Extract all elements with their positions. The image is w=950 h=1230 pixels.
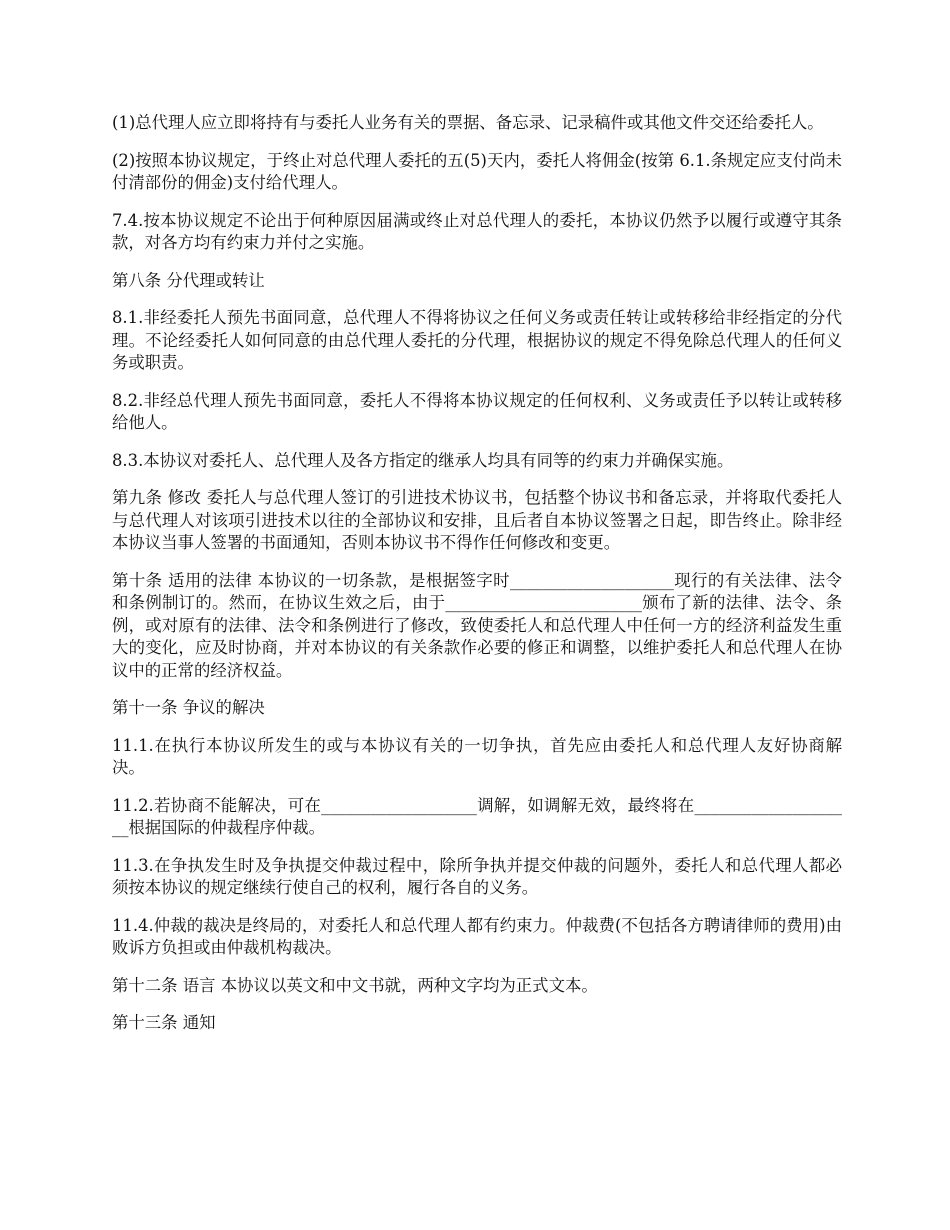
paragraph-11-3: 11.3.在争执发生时及争执提交仲裁过程中，除所争执并提交仲裁的问题外，委托人和总代理人都必须按本协议的规定继续行使自己的权利，履行各自的义务。 xyxy=(112,855,842,897)
paragraph-article-9: 第九条 修改 委托人与总代理人签订的引进技术协议书，包括整个协议书和备忘录，并将取代委托人与总代理人对该项引进技术以往的全部协议和安排，且后者自本协议签署之日起，即告终止。除非经本协议当事人签署的书面通知，否则本协议书不得作任何修改和变更。 xyxy=(112,488,842,552)
paragraph-8-1: 8.1.非经委托人预先书面同意，总代理人不得将协议之任何义务或责任转让或转移给非经指定的分代理。不论经委托人如何同意的由总代理人委托的分代理，根据协议的规定不得免除总代理人的任何义务或职责。 xyxy=(112,308,842,372)
heading-article-8: 第八条 分代理或转让 xyxy=(112,270,265,290)
paragraph-11-4: 11.4.仲裁的裁决是终局的，对委托人和总代理人都有约束力。仲裁费(不包括各方聘请律师的费用)由败诉方负担或由仲裁机构裁决。 xyxy=(112,915,842,957)
paragraph-8-3: 8.3.本协议对委托人、总代理人及各方指定的继承人均具有同等的约束力并确保实施。 xyxy=(112,450,734,470)
paragraph-article-12: 第十二条 语言 本协议以英文和中文书就，两种文字均为正式文本。 xyxy=(112,975,598,995)
heading-article-13: 第十三条 通知 xyxy=(112,1013,216,1032)
paragraph-11-2: 11.2.若协商不能解决，可在___________________调解，如调解无效，最终将在____________________根据国际的仲裁程序仲裁。 xyxy=(112,795,842,837)
paragraph-7-4: 7.4.按本协议规定不论出于何种原因届满或终止对总代理人的委托，本协议仍然予以履行或遵守其条款，对各方均有约束力并付之实施。 xyxy=(112,210,842,252)
paragraph-commission-payment: (2)按照本协议规定，于终止对总代理人委托的五(5)天内，委托人将佣金(按第 6.1.条规定应支付尚未付清部份的佣金)支付给代理人。 xyxy=(112,150,842,192)
paragraph-return-documents: (1)总代理人应立即将持有与委托人业务有关的票据、备忘录、记录稿件或其他文件交还给委托人。 xyxy=(112,113,824,132)
paragraph-11-1: 11.1.在执行本协议所发生的或与本协议有关的一切争执，首先应由委托人和总代理人友好协商解决。 xyxy=(112,735,842,777)
paragraph-8-2: 8.2.非经总代理人预先书面同意，委托人不得将本协议规定的任何权利、义务或责任予以转让或转移给他人。 xyxy=(112,390,842,432)
document-page xyxy=(112,112,842,1050)
paragraph-article-10: 第十条 适用的法律 本协议的一切条款，是根据签字时____________________现行的有关法律、法令和条例制订的。然而，在协议生效之后，由于________________________颁布了新的法律、法令、条例，或对原有的法律、法令和条例进行了修改，致使委托人和总代理人中任何一方的经济利益发生重大的变化，应及时协商，并对本协议的有关条款作必要的修正和调整，以维护委托人和总代理人在协议中的正常的经济权益。 xyxy=(112,570,842,680)
heading-article-11: 第十一条 争议的解决 xyxy=(112,698,265,717)
